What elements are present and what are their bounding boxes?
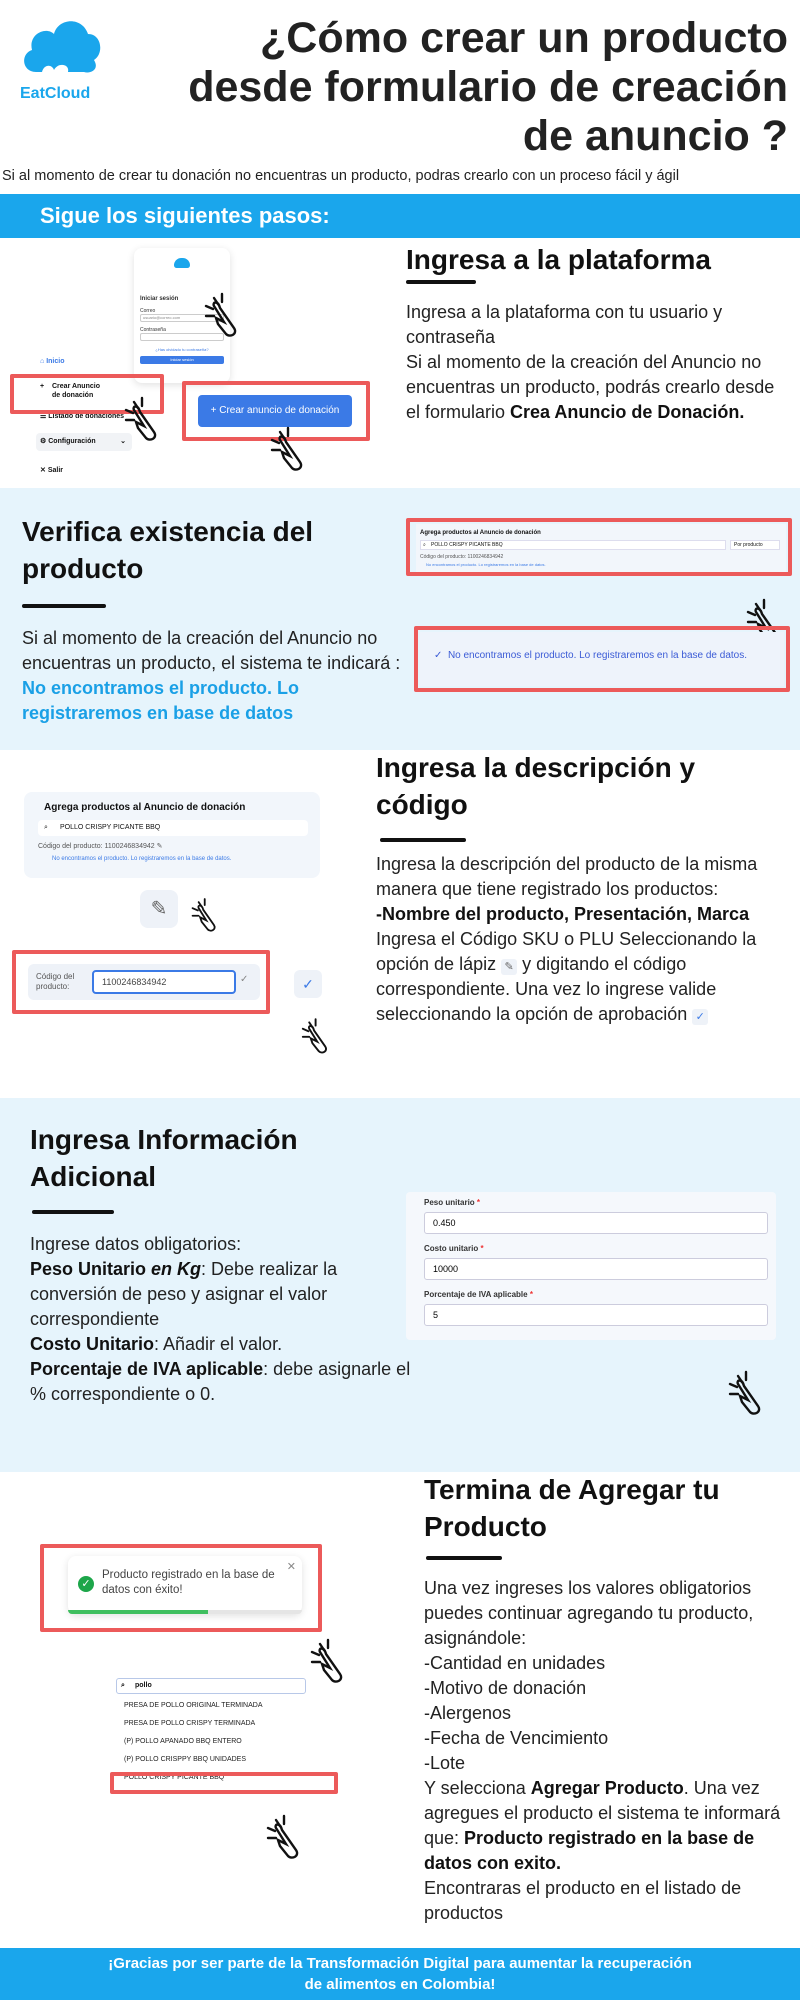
step3-code-text: Código del producto: 1100246834942: [38, 843, 155, 850]
additional-info-form: [406, 1192, 776, 1340]
title-line-1: ¿Cómo crear un producto: [260, 14, 788, 62]
title-line-3: de anuncio ?: [522, 112, 788, 160]
eatcloud-logo: [18, 14, 103, 104]
step3-search-value: POLLO CRISPY PICANTE BBQ: [60, 824, 161, 831]
product-search-input[interactable]: [420, 540, 726, 550]
click-hand-icon: [262, 1812, 312, 1862]
step2-section: [0, 488, 800, 750]
step5-intro: Una vez ingreses los valores obligatorios puedes continuar agregando tu producto, asignándole:: [424, 1578, 754, 1648]
search-icon: ⌕: [44, 824, 48, 831]
success-check-icon: ✓: [78, 1576, 94, 1592]
step5-item-1: -Cantidad en unidades: [424, 1653, 606, 1673]
footer-line-1: ¡Gracias por ser parte de la Transformación Digital para aumentar la recuperación: [108, 1955, 692, 1972]
step4-section: [0, 1098, 800, 1472]
success-toast: [68, 1556, 302, 1614]
peso-label: [424, 1198, 480, 1207]
click-hand-icon: [298, 1016, 338, 1056]
toast-progress-track: [68, 1610, 302, 1614]
check-icon[interactable]: ✓: [240, 974, 249, 985]
step3-title-rule: [380, 838, 466, 842]
iva-label: [424, 1290, 533, 1299]
step4-peso-italic: en Kg: [151, 1259, 202, 1279]
code-input[interactable]: [92, 970, 236, 994]
step3-search-input[interactable]: [38, 820, 308, 836]
pencil-icon: ✎: [501, 959, 517, 975]
search-type-select[interactable]: [730, 540, 780, 550]
check-icon: ✓: [302, 976, 314, 992]
mini-cloud-icon: [174, 258, 190, 268]
search-icon: ⌕: [423, 542, 426, 548]
step5-sel-plain: Y selecciona: [424, 1778, 531, 1798]
check-icon: ✓: [692, 1009, 708, 1025]
code-field-row: [28, 964, 260, 1000]
click-hand-icon: [200, 290, 250, 340]
page-subtitle: Si al momento de crear tu donación no encuentras un producto, podras crearlo con un proceso fácil y ágil: [2, 168, 680, 184]
dropdown-result-4[interactable]: (P) POLLO CRISPPY BBQ UNIDADES: [124, 1756, 247, 1763]
click-hand-icon: [266, 424, 316, 474]
step5-sel-bold: Agregar Producto: [530, 1778, 684, 1798]
edit-pencil-button[interactable]: [140, 890, 178, 928]
step3-panel-title: Agrega productos al Anuncio de donación: [44, 802, 246, 813]
step2-body: [22, 626, 412, 726]
steps-bar: [0, 194, 800, 238]
iva-label-text: Porcentaje de IVA aplicable: [424, 1290, 528, 1299]
create-donation-button[interactable]: + Crear anuncio de donación: [198, 395, 352, 427]
logo-text: EatCloud: [20, 85, 91, 102]
login-title: Iniciar sesión: [140, 296, 179, 302]
not-found-big: No encontramos el producto. Lo registraremos en la base de datos.: [447, 650, 747, 661]
search-panel: [416, 524, 786, 572]
sidebar-item-crear-label: Crear Anuncio de donación: [52, 383, 100, 399]
step4-title: Ingresa Información Adicional: [30, 1124, 298, 1192]
search-icon: ⌕: [121, 1682, 125, 1689]
required-mark: *: [529, 1290, 533, 1299]
step4-body: [30, 1232, 420, 1407]
page-title: [128, 14, 788, 161]
iva-input[interactable]: [424, 1304, 768, 1326]
sidebar-item-inicio-label: Inicio: [46, 358, 65, 365]
pencil-icon: ✎: [150, 898, 168, 920]
plus-icon: +: [40, 383, 45, 390]
step3-title: Ingresa la descripción y código: [376, 752, 696, 820]
home-icon: ⌂: [40, 358, 47, 365]
step5-sel-plain2: . Una vez agregues el producto el sistema te informará que:: [424, 1778, 781, 1848]
click-hand-icon: [306, 1636, 356, 1686]
step2-text-blue: No encontramos el producto. Lo registraremos en base de datos: [22, 678, 300, 723]
check-icon: ✓: [434, 650, 448, 661]
step4-costo-text: : Añadir el valor.: [154, 1334, 283, 1354]
sidebar-item-config[interactable]: [36, 433, 132, 451]
step1-title: Ingresa a la plataforma: [406, 244, 712, 275]
step3-code-line: [38, 842, 162, 850]
step3-text-bold: -Nombre del producto, Presentación, Marca: [376, 904, 750, 924]
step2-title: Verifica existencia del producto: [22, 516, 314, 584]
step5-item-3: -Alergenos: [424, 1703, 512, 1723]
step5-sel-bold2: Producto registrado en la base de datos con exito.: [424, 1828, 755, 1873]
step2-text: Si al momento de la creación del Anuncio no encuentras un producto, el sistema te indicará :: [22, 628, 401, 673]
click-hand-icon: [724, 1368, 774, 1418]
dropdown-result-2[interactable]: PRESA DE POLLO CRISPY TERMINADA: [124, 1720, 256, 1727]
step5-item-4: -Fecha de Vencimiento: [424, 1728, 609, 1748]
step4-costo-bold: Costo Unitario: [30, 1334, 154, 1354]
select-label: Por producto: [734, 542, 763, 548]
step3-body: [376, 852, 786, 1027]
click-hand-icon: [120, 394, 170, 444]
step5-item-2: -Motivo de donación: [424, 1678, 587, 1698]
toast-progress-fill: [68, 1610, 208, 1614]
sidebar-item-config-label: Configuración: [48, 438, 96, 445]
peso-label-text: Peso unitario: [424, 1198, 475, 1207]
click-hand-icon: [188, 896, 226, 934]
dropdown-result-3[interactable]: (P) POLLO APANADO BBQ ENTERO: [124, 1738, 242, 1745]
step4-peso-bold: Peso Unitario: [30, 1259, 152, 1279]
toast-close-icon[interactable]: ✕: [286, 1561, 296, 1573]
sidebar-item-salir[interactable]: [40, 466, 63, 474]
not-found-small: No encontramos el producto. Lo registraremos en la base de datos.: [426, 562, 546, 567]
panel-title: Agrega productos al Anuncio de donación: [420, 530, 541, 536]
code-line: Código del producto: 1100246834942: [420, 554, 504, 560]
toast-text: Producto registrado en la base de datos con éxito!: [102, 1569, 275, 1596]
footer-line-2: de alimentos en Colombia!: [304, 1976, 496, 1993]
approve-button[interactable]: [294, 970, 322, 998]
costo-input[interactable]: [424, 1258, 768, 1280]
sidebar-item-salir-label: Salir: [47, 467, 63, 474]
step1-section: [0, 238, 800, 488]
email-field[interactable]: usuario@correo.com: [140, 314, 224, 322]
code-field-label: Código del producto:: [36, 972, 75, 991]
costo-label: [424, 1244, 484, 1253]
step4-iva-bold: Porcentaje de IVA aplicable: [30, 1359, 264, 1379]
highlight-selected-result: [110, 1772, 338, 1794]
login-button[interactable]: Iniciar sesión: [140, 356, 224, 364]
steps-bar-label: Sigue los siguientes pasos:: [40, 203, 330, 228]
step5-item-5: -Lote: [424, 1753, 466, 1773]
step3-text1: Ingresa la descripción del producto de la misma manera que tiene registrado los productos:: [376, 854, 758, 899]
costo-label-text: Costo unitario: [424, 1244, 479, 1253]
peso-input[interactable]: [424, 1212, 768, 1234]
footer-bar: [0, 1948, 800, 2000]
search-value: POLLO CRISPY PICANTE BBQ: [431, 542, 503, 548]
step3-section: [0, 750, 800, 1098]
step1-title-rule: [406, 280, 476, 284]
not-found-message: [420, 632, 784, 686]
list-icon: ☰: [40, 413, 49, 420]
step1-text-bold: Crea Anuncio de Donación.: [510, 402, 745, 422]
step5-body: [424, 1576, 784, 1926]
step4-intro: Ingrese datos obligatorios:: [30, 1234, 242, 1254]
sidebar-item-listado-label: Listado de donaciones: [48, 413, 125, 420]
dropdown-result-1[interactable]: PRESA DE POLLO ORIGINAL TERMINADA: [124, 1702, 263, 1709]
step5-title: Termina de Agregar tu Producto: [424, 1474, 720, 1542]
close-icon: ✕: [40, 467, 48, 474]
title-line-2: desde formulario de creación: [188, 63, 788, 111]
chevron-down-icon: ⌄: [120, 438, 126, 445]
required-mark: *: [476, 1198, 481, 1207]
step3-panel: [24, 792, 320, 878]
dropdown-search-input[interactable]: [116, 1678, 306, 1694]
step1-body: [406, 300, 776, 425]
step5-title-rule: [426, 1556, 502, 1560]
step3-not-found: No encontramos el producto. Lo registraremos en la base de datos.: [52, 856, 232, 862]
step3-text3: y digitando el código correspondiente. Una vez lo ingrese valide seleccionando la opción de aprobación: [376, 954, 717, 1024]
step5-final: Encontraras el producto en el listado de productos: [424, 1878, 742, 1923]
step1-text2: Si al momento de la creación del Anuncio no encuentras un producto, podrás crearlo desde el formulario: [406, 352, 775, 422]
dropdown-result-5[interactable]: POLLO CRISPY PICANTE BBQ: [124, 1774, 225, 1781]
step3-text2: Ingresa el Código SKU o PLU Seleccionando la opción de lápiz: [376, 929, 757, 974]
cloud-icon: [18, 14, 103, 74]
required-mark: *: [480, 1244, 484, 1253]
header: [0, 0, 800, 190]
step4-iva-text: : debe asignarle el % correspondiente o 0.: [30, 1359, 411, 1404]
pencil-icon[interactable]: ✎: [154, 843, 163, 850]
dropdown-search-value: pollo: [135, 1682, 152, 1689]
step4-peso-text: : Debe realizar la conversión de peso y asignar el valor correspondiente: [30, 1259, 338, 1329]
email-label: Correo: [140, 308, 156, 314]
step5-section: [0, 1472, 800, 1948]
forgot-link[interactable]: ¿Has olvidado tu contraseña?: [155, 347, 209, 352]
step1-text: Ingresa a la plataforma con tu usuario y contraseña: [406, 302, 723, 347]
step4-title-rule: [32, 1210, 114, 1214]
password-label: Contraseña: [140, 327, 166, 333]
sidebar-item-inicio[interactable]: [40, 358, 64, 365]
gear-icon: ⚙: [40, 438, 49, 445]
step2-title-rule: [22, 604, 106, 608]
